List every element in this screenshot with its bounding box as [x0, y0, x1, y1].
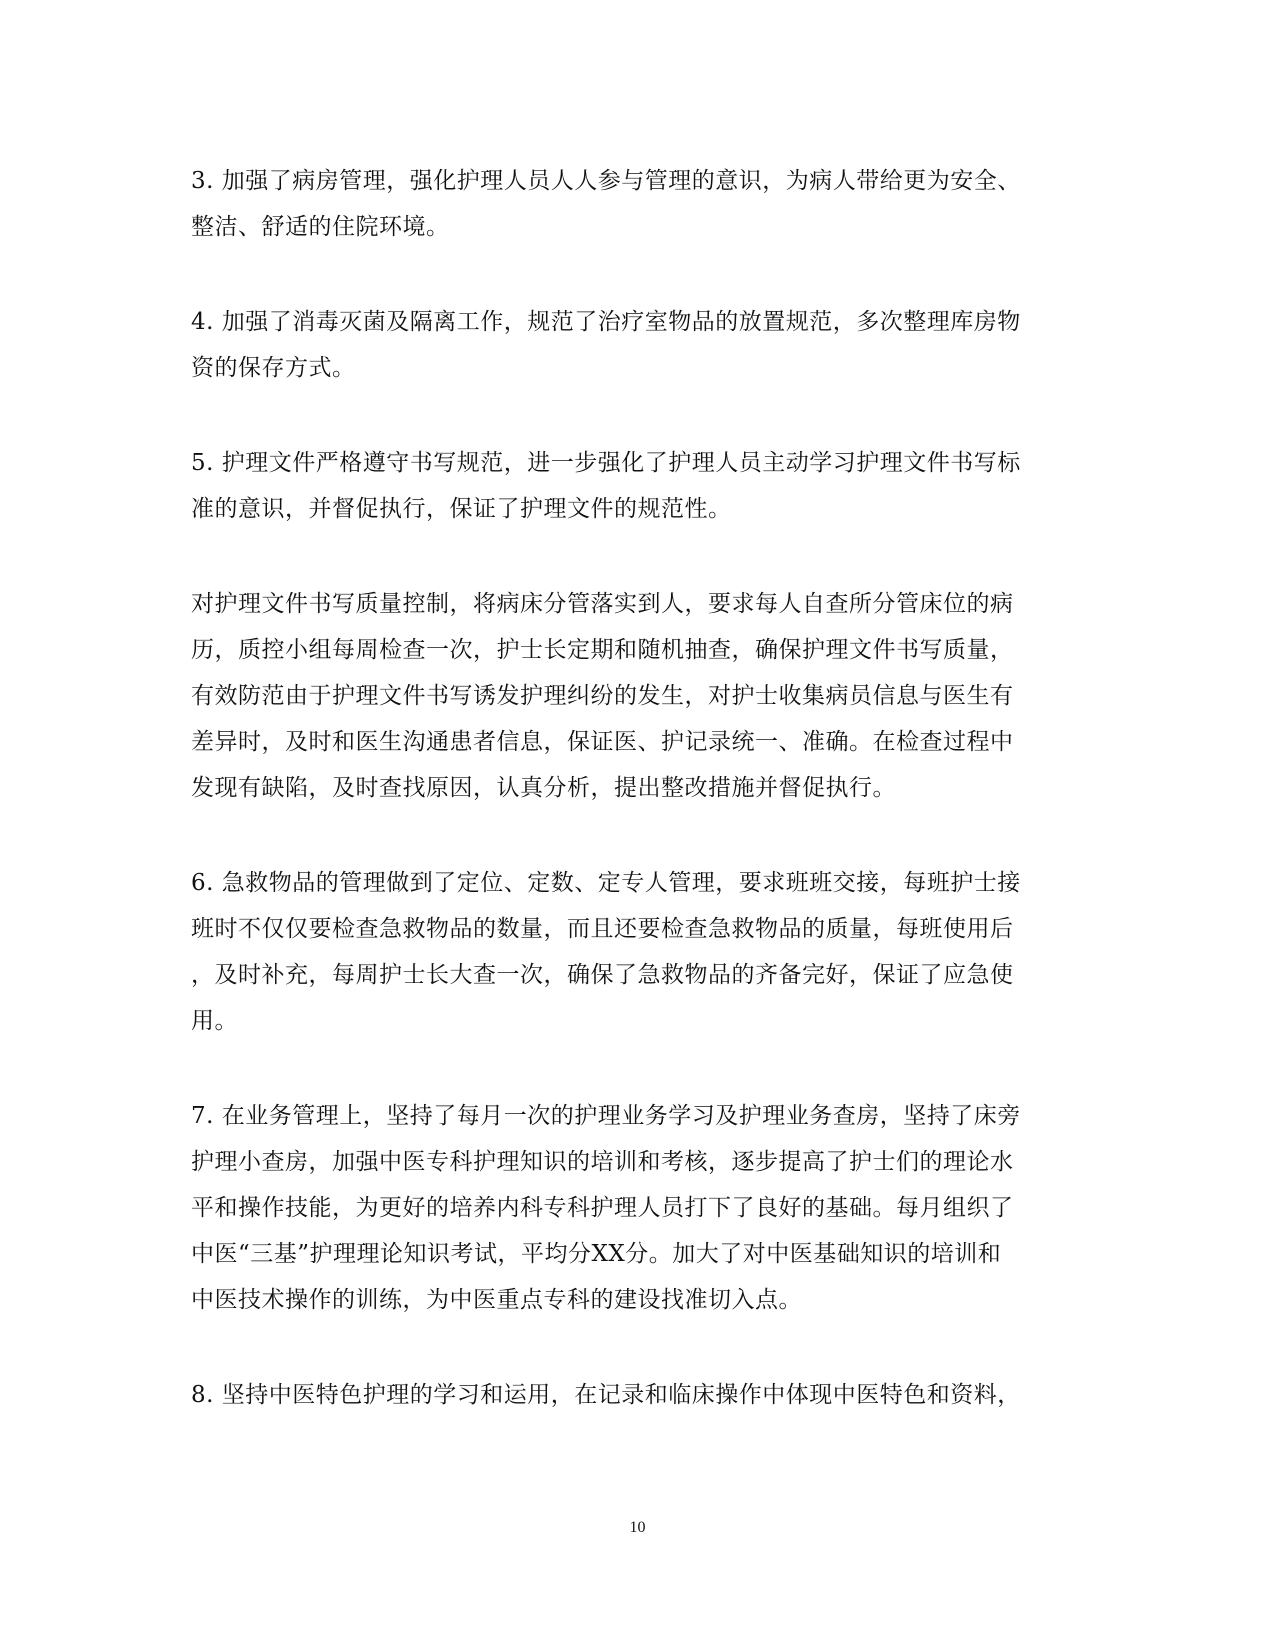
text-line: 5. 护理文件严格遵守书写规范，进一步强化了护理人员主动学习护理文件书写标 — [191, 450, 1021, 476]
text-line: 6. 急救物品的管理做到了定位、定数、定专人管理，要求班班交接，每班护士接 — [191, 870, 1021, 896]
paragraph-8 — [191, 1372, 1071, 1418]
text-line: 发现有缺陷，及时查找原因，认真分析，提出整改措施并督促执行。 — [191, 775, 896, 801]
text-line: 用。 — [191, 1008, 238, 1034]
text-line: ，及时补充，每周护士长大查一次，确保了急救物品的齐备完好，保证了应急使 — [191, 962, 1014, 988]
paragraph-quality-control — [191, 581, 1071, 811]
text-line: 准的意识，并督促执行，保证了护理文件的规范性。 — [191, 496, 732, 522]
text-line: 平和操作技能，为更好的培养内科专科护理人员打下了良好的基础。每月组织了 — [191, 1195, 1014, 1221]
text-line: 班时不仅仅要检查急救物品的数量，而且还要检查急救物品的质量，每班使用后 — [191, 916, 1014, 942]
text-line: 整洁、舒适的住院环境。 — [191, 214, 450, 240]
text-line: 8. 坚持中医特色护理的学习和运用，在记录和临床操作中体现中医特色和资料， — [191, 1382, 1021, 1408]
document-body — [191, 158, 1071, 1467]
text-line: 3. 加强了病房管理，强化护理人员人人参与管理的意识，为病人带给更为安全、 — [191, 168, 1021, 194]
paragraph-3 — [191, 158, 1071, 250]
paragraph-4 — [191, 299, 1071, 391]
text-line: 中医“三基”护理理论知识考试，平均分XX分。加大了对中医基础知识的培训和 — [191, 1241, 1002, 1267]
text-line: 4. 加强了消毒灭菌及隔离工作，规范了治疗室物品的放置规范，多次整理库房物 — [191, 309, 1021, 335]
text-line: 差异时，及时和医生沟通患者信息，保证医、护记录统一、准确。在检查过程中 — [191, 729, 1014, 755]
text-line: 7. 在业务管理上，坚持了每月一次的护理业务学习及护理业务查房，坚持了床旁 — [191, 1103, 1021, 1129]
paragraph-6 — [191, 860, 1071, 1044]
text-line: 资的保存方式。 — [191, 355, 356, 381]
text-line: 中医技术操作的训练，为中医重点专科的建设找准切入点。 — [191, 1287, 802, 1313]
text-line: 历，质控小组每周检查一次，护士长定期和随机抽查，确保护理文件书写质量， — [191, 637, 1014, 663]
paragraph-5 — [191, 440, 1071, 532]
page-number: 10 — [629, 1519, 646, 1536]
text-line: 对护理文件书写质量控制，将病床分管落实到人，要求每人自查所分管床位的病 — [191, 591, 1014, 617]
text-line: 有效防范由于护理文件书写诱发护理纠纷的发生，对护士收集病员信息与医生有 — [191, 683, 1014, 709]
text-line: 护理小查房，加强中医专科护理知识的培训和考核，逐步提高了护士们的理论水 — [191, 1149, 1014, 1175]
paragraph-7 — [191, 1093, 1071, 1323]
